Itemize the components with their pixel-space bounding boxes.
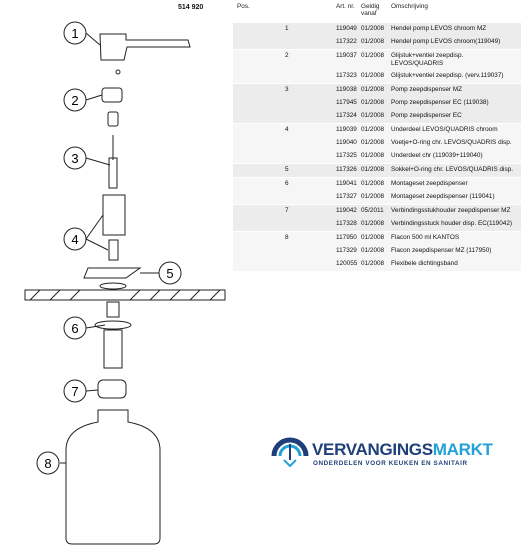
plinth-part	[84, 268, 140, 278]
callout-4: 4	[71, 232, 79, 247]
table-row	[233, 205, 521, 218]
cell-art: 117329	[336, 247, 357, 254]
table-group	[233, 83, 521, 123]
cell-pos: 3	[285, 86, 289, 93]
cell-desc: Sokkel+O-ring chr. LEVOS/QUADRIS disp.	[391, 166, 513, 173]
cell-date: 01/2008	[361, 166, 385, 173]
cell-pos: 5	[285, 166, 289, 173]
cell-desc: Flacon 500 ml KANTOS	[391, 234, 460, 241]
cell-date: 01/2008	[361, 247, 385, 254]
callout-2: 2	[71, 93, 79, 108]
cell-desc: Underdeel chr (119039+119040)	[391, 152, 483, 159]
cell-date: 01/2008	[361, 152, 385, 159]
cell-date: 01/2008	[361, 234, 385, 241]
table-row	[233, 97, 521, 110]
cell-desc: Verbindingsstuck houder disp. EC(119042)	[391, 220, 513, 227]
cell-art: 117322	[336, 38, 357, 45]
exploded-diagram-svg	[0, 0, 232, 550]
cell-art: 119041	[336, 180, 357, 187]
callout-6: 6	[71, 321, 79, 336]
cell-art: 119038	[336, 86, 357, 93]
cell-date: 01/2008	[361, 86, 385, 93]
table-row	[233, 84, 521, 97]
callout-5: 5	[166, 266, 174, 281]
cell-date: 01/2008	[361, 99, 385, 106]
table-row	[233, 150, 521, 163]
cell-date: 05/2011	[361, 207, 384, 214]
cell-desc: Flacon zeepdispenser MZ (117950)	[391, 247, 492, 254]
cell-art: 120055	[336, 260, 358, 267]
logo-tagline: ONDERDELEN VOOR KEUKEN EN SANITAIR	[313, 460, 468, 467]
cell-pos: 2	[285, 52, 289, 59]
table-row	[233, 124, 521, 137]
table-row	[233, 164, 521, 177]
cell-desc: Montageset zeepdispenser	[391, 180, 468, 187]
cell-art: 117950	[336, 234, 357, 241]
cell-desc: Glijstuk+ventiel zeepdisp. (verv.119037)	[391, 72, 504, 79]
cell-desc: Pomp zeepdispenser MZ	[391, 86, 463, 93]
cell-desc: Pomp zeepdispenser EC	[391, 112, 462, 119]
cell-desc: Montageset zeepdispenser (119041)	[391, 193, 495, 200]
table-row	[233, 178, 521, 191]
table-group	[233, 163, 521, 177]
cell-date: 01/2008	[361, 139, 385, 146]
cell-art: 119040	[336, 139, 357, 146]
cell-art: 117327	[336, 193, 357, 200]
table-group	[233, 177, 521, 204]
table-row	[233, 70, 521, 83]
cell-pos: 4	[285, 126, 289, 133]
cell-desc: Glijstuk+ventiel zeepdisp. LEVOS/QUADRIS	[391, 52, 464, 67]
table-group	[233, 123, 521, 163]
cell-art: 117326	[336, 166, 357, 173]
cell-desc: Voetje+O-ring chr. LEVOS/QUADRIS disp.	[391, 139, 512, 146]
cell-date: 01/2008	[361, 260, 385, 267]
cell-pos: 8	[285, 234, 289, 241]
cell-art: 117324	[336, 112, 357, 119]
table-row	[233, 36, 521, 49]
table-row	[233, 218, 521, 231]
callout-7: 7	[71, 384, 79, 399]
table-header	[233, 0, 521, 22]
table-row	[233, 258, 521, 271]
cell-desc: Pomp zeepdispenser EC (119038)	[391, 99, 489, 106]
logo-brand-b: MARKT	[432, 440, 493, 459]
slider-part	[102, 88, 122, 102]
pump-part	[109, 158, 117, 188]
logo-brand-a: VERVANGINGS	[312, 440, 433, 459]
part-number: 514 920	[178, 4, 204, 11]
cell-desc: Verbindingsstukhouder zeepdispenser MZ	[391, 207, 511, 214]
connector-part	[98, 380, 126, 398]
logo-brand	[312, 440, 493, 460]
cell-pos: 7	[285, 207, 289, 214]
cell-date: 01/2008	[361, 112, 385, 119]
header-pos: Pos.	[237, 3, 250, 10]
callout-1: 1	[71, 26, 79, 41]
cell-desc: Hendel pomp LEVOS chroom(119049)	[391, 38, 501, 45]
table-row	[233, 137, 521, 150]
cell-desc: Flexibele dichtingsband	[391, 260, 458, 267]
table-group	[233, 231, 521, 271]
table-row	[233, 110, 521, 123]
cell-art: 119039	[336, 126, 357, 133]
base-part	[103, 195, 125, 235]
cell-art: 119037	[336, 52, 357, 59]
cell-date: 01/2008	[361, 38, 385, 45]
table-group	[233, 204, 521, 231]
cell-date: 01/2008	[361, 52, 385, 59]
table-row	[233, 245, 521, 258]
cell-date: 01/2008	[361, 25, 385, 32]
cell-desc: Hendel pomp LEVOS chroom MZ	[391, 25, 487, 32]
table-row	[233, 23, 521, 36]
cell-pos: 6	[285, 180, 289, 187]
cell-art: 117945	[336, 99, 357, 106]
table-row	[233, 191, 521, 204]
callout-3: 3	[71, 151, 79, 166]
cell-date: 01/2008	[361, 126, 385, 133]
cell-art: 119042	[336, 207, 357, 214]
cell-date: 01/2008	[361, 193, 385, 200]
table-group	[233, 49, 521, 83]
lever-part	[100, 34, 190, 60]
header-desc: Omschrijving	[391, 3, 428, 10]
cell-date: 01/2008	[361, 220, 385, 227]
small-ring	[116, 70, 120, 74]
cell-desc: Underdeel LEVOS/QUADRIS chroom	[391, 126, 498, 133]
cell-art: 117323	[336, 72, 357, 79]
header-date: Geldig vanaf	[361, 3, 380, 17]
bottle-part	[66, 410, 160, 544]
exploded-diagram	[0, 0, 232, 550]
logo-mark-icon	[270, 432, 310, 472]
mount-part	[95, 321, 131, 329]
cell-art: 119049	[336, 25, 357, 32]
table-body	[233, 22, 521, 271]
parts-table	[233, 0, 521, 271]
logo	[268, 430, 508, 476]
callout-8: 8	[44, 456, 52, 471]
cell-art: 117325	[336, 152, 357, 159]
cell-art: 117328	[336, 220, 357, 227]
table-row	[233, 232, 521, 245]
header-art: Art. nr.	[336, 3, 355, 10]
cell-pos: 1	[285, 25, 289, 32]
cell-date: 01/2008	[361, 180, 385, 187]
table-group	[233, 22, 521, 49]
cell-date: 01/2008	[361, 72, 385, 79]
valve-part	[108, 112, 118, 126]
table-row	[233, 50, 521, 70]
